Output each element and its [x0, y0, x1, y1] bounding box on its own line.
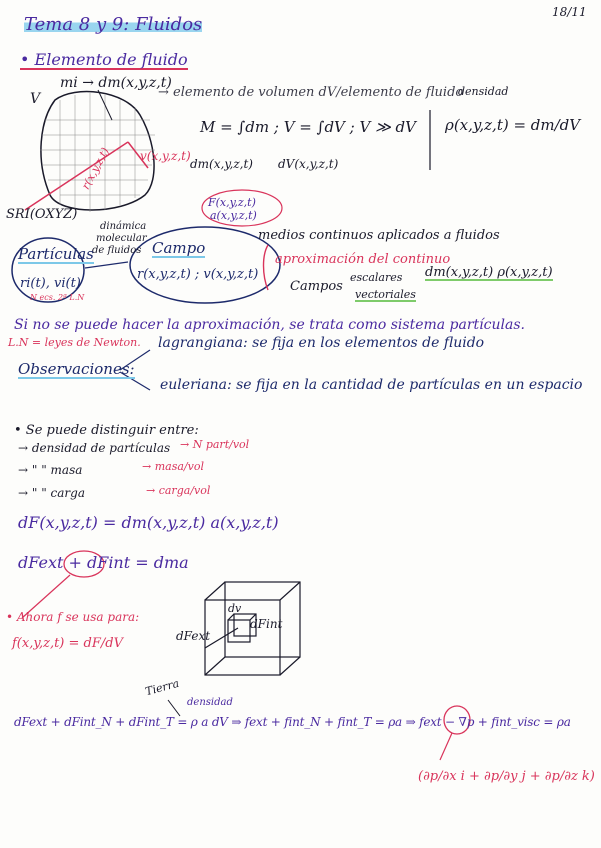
campo-r-v: r(x,y,z,t) ; v(x,y,z,t) [137, 267, 259, 282]
dist-masa: → " " masa [18, 463, 83, 477]
aproximacion-continuo: aproximación del continuo [275, 252, 451, 267]
page-title: Tema 8 y 9: Fluidos [24, 14, 203, 35]
cube-dfint: dFint [250, 617, 283, 631]
dm-sub: dm(x,y,z,t) [190, 157, 253, 171]
ahora-f: • Ahora f se usa para: [6, 610, 140, 624]
eq-ext-int: dFext + dFint = dma [18, 553, 189, 572]
eq-df: dF(x,y,z,t) = dm(x,y,z,t) a(x,y,z,t) [18, 513, 279, 532]
dinamica-2: molecular [96, 233, 147, 244]
escalares-label: escalares [350, 271, 403, 284]
r-vector-label: r(x,y,z,t) [79, 145, 112, 192]
dv-sub: dV(x,y,z,t) [278, 157, 339, 171]
formula-m: M = ∫dm ; V = ∫dV ; V ≫ dV [200, 118, 416, 136]
si-no-aproximacion: Si no se puede hacer la aproximación, se trata como sistema partículas. [14, 317, 525, 333]
gradient-p: (∂p/∂x i + ∂p/∂y j + ∂p/∂z k) [418, 769, 595, 784]
campo-a: a(x,y,z,t) [210, 209, 257, 222]
elemento-volumen: → elemento de volumen dV/elemento de fluido [158, 85, 464, 100]
campo-label: Campo [152, 239, 206, 257]
v-vector-label: v(x,y,z,t) [140, 149, 191, 163]
big-equation: dFext + dFint_N + dFint_T = ρ a dV ⇒ fext + fint_N + fint_T = ρa ⇒ fext − ∇p + fint_visc = ρa [14, 715, 571, 729]
n-ec-label: N ecs. 2ª L.N [30, 293, 85, 302]
page-number: 18/11 [552, 5, 587, 19]
tierra-label: Tierra [143, 676, 181, 699]
dist-masa-unit: → masa/vol [142, 460, 204, 473]
dist-densidad: → densidad de partículas [18, 441, 171, 455]
densidad-label: densidad [458, 85, 509, 98]
dinamica-3: de fluidos [92, 245, 142, 256]
rt-vt: ri(t), vi(t) [20, 276, 81, 291]
densidad-label-2: densidad [187, 697, 233, 708]
dist-carga: → " " carga [18, 486, 85, 500]
label-v: V [30, 91, 41, 107]
campos-label: Campos [290, 279, 343, 294]
se-puede-distinguir: • Se puede distinguir entre: [14, 423, 199, 438]
ln-leyes: L.N = leyes de Newton. [8, 336, 141, 349]
vectoriales-label: vectoriales [355, 288, 416, 301]
section-elemento: • Elemento de fluido [20, 50, 188, 69]
euleriana-text: euleriana: se fija en la cantidad de partículas en un espacio [160, 377, 583, 393]
campo-f: F(x,y,z,t) [208, 196, 256, 209]
f-definition: f(x,y,z,t) = dF/dV [12, 636, 123, 651]
lagrangiana-text: lagrangiana: se fija en los elementos de fluido [158, 335, 485, 351]
dist-densidad-unit: → N part/vol [180, 438, 250, 451]
medios-continuos: medios continuos aplicados a fluidos [258, 228, 500, 243]
cube-dv: dv [228, 602, 242, 615]
sri-label: SRI(OXYZ) [6, 207, 78, 222]
dm-label: mi → dm(x,y,z,t) [60, 75, 172, 91]
particulas-label: Partículas [18, 245, 94, 263]
rho-formula: ρ(x,y,z,t) = dm/dV [445, 116, 581, 134]
escalares-ejemplos: dm(x,y,z,t) ρ(x,y,z,t) [425, 265, 553, 280]
dist-carga-unit: → carga/vol [146, 484, 211, 497]
dinamica-1: dinámica [100, 221, 147, 232]
observaciones-label: Observaciones: [18, 360, 135, 378]
cube-dfext: dFext [176, 629, 211, 643]
